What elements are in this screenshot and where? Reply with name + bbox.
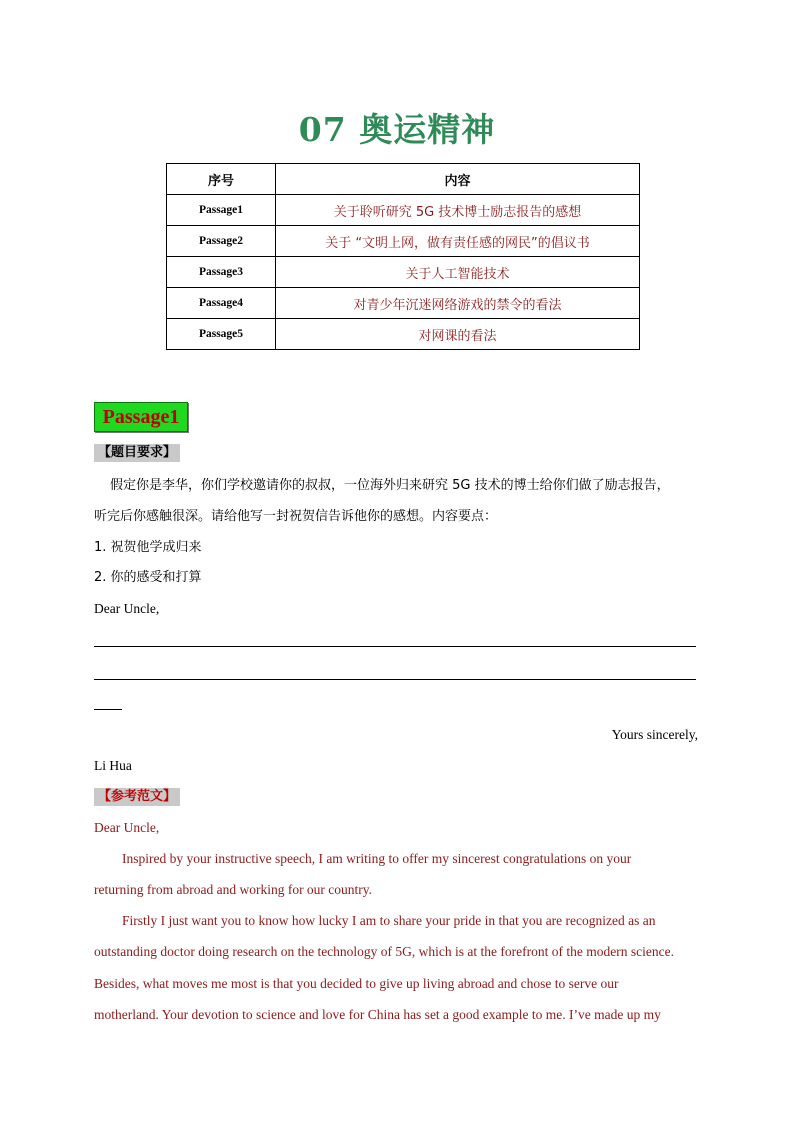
passage-number-cell: Passage1 [167,195,276,226]
point-item: 2. 你的感受和打算 [94,570,202,585]
prompt-line: 听完后你感触很深。请给他写一封祝贺信告诉他你的感想。内容要点： [94,509,498,524]
passage-content-cell: 关于 “文明上网，做有责任感的网民”的倡议书 [276,226,640,257]
passage-number-cell: Passage5 [167,319,276,350]
reference-salutation: Dear Uncle, [94,820,160,835]
passage-content-cell: 关于聆听研究 5G 技术博士励志报告的感想 [276,195,640,226]
reference-line: outstanding doctor doing research on the technology of 5G, which is at the forefront of the modern science. [94,944,674,959]
reference-line: motherland. Your devotion to science and love for China has set a good example to me. I’ve made up my [94,1007,661,1022]
reference-line: Besides, what moves me most is that you decided to give up living abroad and chose to serve our [94,976,619,991]
passage-number-cell: Passage3 [167,257,276,288]
passage-heading-badge: Passage1 [94,402,188,432]
column-header-number: 序号 [167,164,276,195]
reference-line: Firstly I just want you to know how lucky I am to share your pride in that you are recognized as an [122,913,656,928]
writing-line [94,679,696,680]
page-title: 07 奥运精神 [298,110,496,149]
reference-line: returning from abroad and working for our country. [94,882,373,897]
writing-line [94,709,122,710]
table-row [167,319,640,350]
table-row [167,195,640,226]
column-header-content: 内容 [276,164,640,195]
table-header-row [167,164,640,195]
letter-signature: Li Hua [94,758,132,773]
passage-content-cell: 对青少年沉迷网络游戏的禁令的看法 [276,288,640,319]
table-row [167,226,640,257]
letter-closing: Yours sincerely, [611,727,698,742]
requirement-tag: 【题目要求】 [94,444,180,462]
passage-number-cell: Passage2 [167,226,276,257]
passage-content-cell: 对网课的看法 [276,319,640,350]
table-row [167,288,640,319]
table-row [167,257,640,288]
writing-line [94,646,696,647]
reference-tag: 【参考范文】 [94,788,180,806]
passage-content-cell: 关于人工智能技术 [276,257,640,288]
reference-line: Inspired by your instructive speech, I am writing to offer my sincerest congratulations on your [122,851,632,866]
prompt-line: 假定你是李华，你们学校邀请你的叔叔，一位海外归来研究 5G 技术的博士给你们做了励志报告， [110,478,670,493]
letter-salutation: Dear Uncle, [94,601,160,616]
contents-table [166,163,640,350]
passage-number-cell: Passage4 [167,288,276,319]
point-item: 1. 祝贺他学成归来 [94,540,202,555]
